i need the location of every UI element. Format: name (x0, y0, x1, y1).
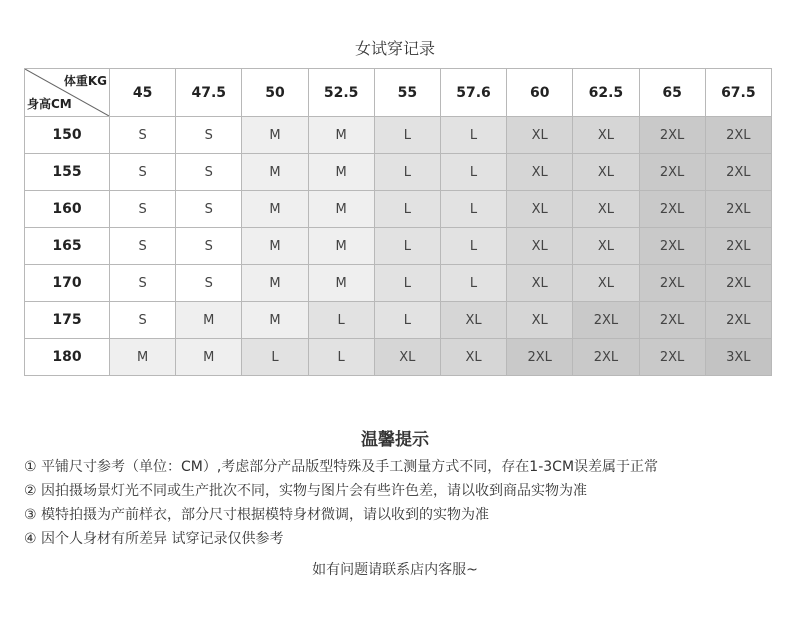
size-cell: XL (507, 265, 573, 302)
size-cell: M (110, 339, 176, 376)
size-cell: L (308, 339, 374, 376)
size-cell: XL (440, 302, 506, 339)
size-cell: L (374, 117, 440, 154)
size-cell: L (374, 191, 440, 228)
size-cell: 2XL (639, 228, 705, 265)
weight-header-cell: 50 (242, 69, 308, 117)
size-cell: XL (573, 154, 639, 191)
size-cell: M (176, 302, 242, 339)
weight-header-cell: 60 (507, 69, 573, 117)
size-cell: M (242, 228, 308, 265)
weight-axis-label: 体重KG (63, 74, 107, 88)
size-cell: XL (374, 339, 440, 376)
weight-header-cell: 67.5 (705, 69, 771, 117)
height-header-cell: 160 (25, 191, 110, 228)
size-cell: S (176, 228, 242, 265)
table-row (25, 154, 772, 191)
table-row (25, 339, 772, 376)
size-cell: XL (573, 265, 639, 302)
size-cell: S (176, 154, 242, 191)
weight-header-cell: 57.6 (440, 69, 506, 117)
weight-header-cell: 45 (110, 69, 176, 117)
size-cell: L (440, 154, 506, 191)
size-cell: M (308, 265, 374, 302)
size-cell: XL (440, 339, 506, 376)
size-cell: L (440, 265, 506, 302)
weight-header-cell: 62.5 (573, 69, 639, 117)
size-cell: 2XL (639, 154, 705, 191)
height-axis-label: 身高CM (27, 97, 72, 111)
table-row (25, 302, 772, 339)
weight-header-cell: 52.5 (308, 69, 374, 117)
size-cell: 2XL (639, 265, 705, 302)
size-cell: L (374, 265, 440, 302)
table-row (25, 228, 772, 265)
size-cell: 2XL (639, 339, 705, 376)
size-cell: M (308, 191, 374, 228)
size-cell: 2XL (507, 339, 573, 376)
size-cell: S (176, 265, 242, 302)
contact-note: 如有问题请联系店内客服~ (312, 562, 478, 578)
tips-list (24, 455, 790, 551)
height-header-cell: 155 (25, 154, 110, 191)
tip-item: ② 因拍摄场景灯光不同或生产批次不同，实物与图片会有些许色差，请以收到商品实物为准 (24, 483, 587, 499)
size-cell: M (176, 339, 242, 376)
table-row (25, 265, 772, 302)
size-cell: S (176, 117, 242, 154)
size-cell: 2XL (573, 302, 639, 339)
size-cell: XL (507, 228, 573, 265)
size-cell: S (176, 191, 242, 228)
size-cell: S (110, 302, 176, 339)
tip-item: ④ 因个人身材有所差异 试穿记录仅供参考 (24, 531, 284, 547)
size-cell: M (242, 302, 308, 339)
size-cell: S (110, 117, 176, 154)
size-cell: XL (507, 154, 573, 191)
size-cell: 2XL (705, 191, 771, 228)
size-cell: L (308, 302, 374, 339)
size-cell: M (308, 154, 374, 191)
size-cell: L (440, 228, 506, 265)
size-cell: 2XL (705, 154, 771, 191)
height-header-cell: 170 (25, 265, 110, 302)
size-cell: M (308, 228, 374, 265)
tips-title: 温馨提示 (361, 430, 429, 450)
size-chart-table (24, 68, 772, 376)
page-title: 女试穿记录 (354, 39, 435, 58)
height-header-cell: 150 (25, 117, 110, 154)
size-cell: M (242, 154, 308, 191)
height-header-cell: 180 (25, 339, 110, 376)
size-cell: S (110, 228, 176, 265)
table-row (25, 191, 772, 228)
height-header-cell: 165 (25, 228, 110, 265)
height-header-cell: 175 (25, 302, 110, 339)
table-row (25, 117, 772, 154)
size-cell: XL (507, 117, 573, 154)
size-cell: L (242, 339, 308, 376)
corner-header-cell (25, 69, 110, 117)
weight-header-cell: 55 (374, 69, 440, 117)
tip-item: ① 平铺尺寸参考（单位：CM）,考虑部分产品版型特殊及手工测量方式不同，存在1-3CM误差属于正常 (24, 459, 659, 475)
size-cell: M (242, 191, 308, 228)
size-cell: XL (507, 191, 573, 228)
size-cell: 2XL (705, 302, 771, 339)
size-cell: S (110, 265, 176, 302)
size-cell: L (374, 302, 440, 339)
size-cell: 2XL (639, 302, 705, 339)
size-cell: 2XL (705, 228, 771, 265)
size-cell: 2XL (639, 117, 705, 154)
size-cell: L (440, 191, 506, 228)
weight-header-cell: 65 (639, 69, 705, 117)
size-cell: 2XL (705, 265, 771, 302)
size-cell: XL (573, 191, 639, 228)
size-cell: XL (573, 228, 639, 265)
size-cell: XL (573, 117, 639, 154)
size-cell: 2XL (639, 191, 705, 228)
weight-header-row (25, 69, 772, 117)
weight-header-cell: 47.5 (176, 69, 242, 117)
size-cell: L (374, 228, 440, 265)
size-cell: 3XL (705, 339, 771, 376)
size-cell: M (308, 117, 374, 154)
size-cell: M (242, 265, 308, 302)
size-cell: M (242, 117, 308, 154)
size-cell: L (374, 154, 440, 191)
size-cell: S (110, 191, 176, 228)
size-cell: XL (507, 302, 573, 339)
size-cell: S (110, 154, 176, 191)
size-cell: 2XL (705, 117, 771, 154)
tip-item: ③ 模特拍摄为产前样衣，部分尺寸根据模特身材微调，请以收到的实物为准 (24, 507, 489, 523)
size-cell: L (440, 117, 506, 154)
size-cell: 2XL (573, 339, 639, 376)
